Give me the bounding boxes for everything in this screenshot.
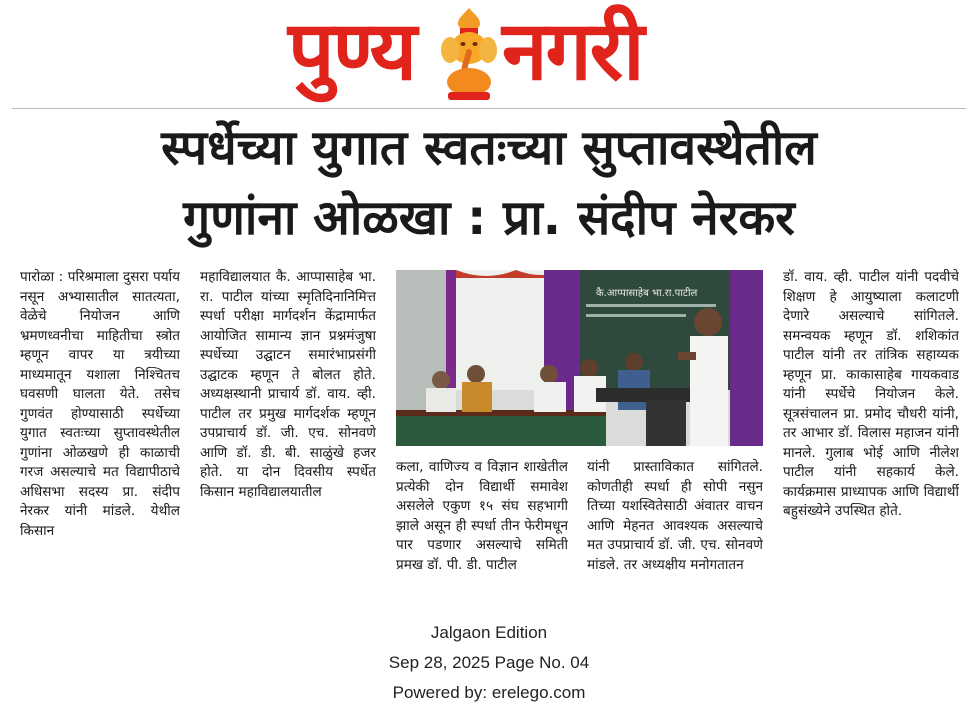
footer-edition: Jalgaon Edition — [430, 623, 548, 642]
article-column-3 — [396, 458, 568, 613]
article-text-1: पारोळा : परिश्रमाला दुसरा पर्याय नसून अभ्यासातील सातत्यता, वेळेचे नियोजन आणि भ्रमणध्वनीचा माहितीचा स्त्रोत म्हणून वापर या त्रयीच्या माध्यमातून यशाला निश्चितच घवसणी घालता येते. तसेच गुणवंत होण्यासाठी स्पर्धेच्या युगात स्वतःच्या सुप्तावस्थेतील गुणांना ओळखणे ही काळाची गरज असल्याचे मत विद्यापीठाचे अधिसभा सदस्य प्रा. संदीप नेरकर यांनी मांडले. येथील किसान — [20, 269, 180, 539]
article-column-1 — [20, 268, 180, 613]
masthead-title-right: नगरी — [502, 4, 643, 99]
masthead-title-left: पुण्य — [288, 4, 416, 99]
banner-text: कै.आप्पासाहेब भा.रा.पाटील — [596, 288, 698, 299]
headline-line-2: गुणांना ओळखा : प्रा. संदीप नेरकर — [183, 190, 795, 246]
footer-date-page: Sep 28, 2025 Page No. 04 — [388, 653, 590, 672]
event-photo-image — [396, 270, 763, 446]
masthead — [0, 0, 978, 108]
article-text-2: महाविद्यालयात कै. आप्पासाहेब भा. रा. पाटील यांच्या स्मृतिदिनानिमित्त स्पर्धा परीक्षा मार्गदर्शन केंद्रामार्फत आयोजित सामान्य ज्ञान प्रश्नमंजुषा स्पर्धेच्या उद्घाटन समारंभाप्रसंगी उद्घाटक म्हणून ते बोलत होते. अध्यक्षस्थानी प्राचार्य डॉ. वाय. व्ही. पाटील तर प्रमुख मार्गदर्शक म्हणून उपप्राचार्य डॉ. जी. एच. सोनवणे आणि डॉ. डी. बी. साळुंखे हजर होते. या दोन दिवसीय स्पर्धेत किसान महाविद्यालयातील — [200, 269, 376, 500]
event-photo — [396, 270, 763, 446]
headline-line-1: स्पर्धेच्या युगात स्वतःच्या सुप्तावस्थेतील — [161, 120, 817, 176]
article-text-5: डॉ. वाय. व्ही. पाटील यांनी पदवीचे शिक्षण हे आयुष्याला कलाटणी देणारे असल्याचे सांगितले. समन्वयक म्हणून डॉ. शशिकांत पाटील यांनी तर तांत्रिक सहाय्यक म्हणून प्रा. काकासाहेब गायकवाड यांनी स्पर्धेचे नियोजन केले. सूत्रसंचालन प्रा. प्रमोद चौधरी यांनी, तर आभार डॉ. विलास महाजन यांनी मानले. गुलाब भोई आणि नीलेश पाटील यांनी सहकार्य केले. कार्यक्रमास प्राध्यापक आणि विद्यार्थी बहुसंख्येने उपस्थित होते. — [783, 269, 959, 519]
article-text-3: कला, वाणिज्य व विज्ञान शाखेतील प्रत्येकी दोन विद्यार्थी समावेश असलेले एकुण १५ संघ सहभागी झाले असून ही स्पर्धा तीन फेरीमधून पार पडणार असल्याचे समिती प्रमख डॉ. पी. डी. पाटील — [396, 459, 568, 573]
article-column-4 — [587, 458, 763, 613]
article-text-4: यांनी प्रास्ताविकात सांगितले. कोणतीही स्पर्धा ही सोपी नसुन तिच्या यशस्वितेसाठी अंवातर वाचन आणि मेहनत आवश्यक असल्याचे मत उपप्राचार्य डॉ. जी. एच. सोनवणे मांडले. तर अध्यक्षीय मनोगतातन — [587, 459, 763, 573]
article-column-5 — [783, 268, 959, 613]
article-column-2 — [200, 268, 376, 613]
header-divider — [12, 108, 966, 109]
footer-powered-by: Powered by: erelego.com — [392, 683, 586, 702]
ganesh-emblem-icon — [436, 6, 502, 102]
